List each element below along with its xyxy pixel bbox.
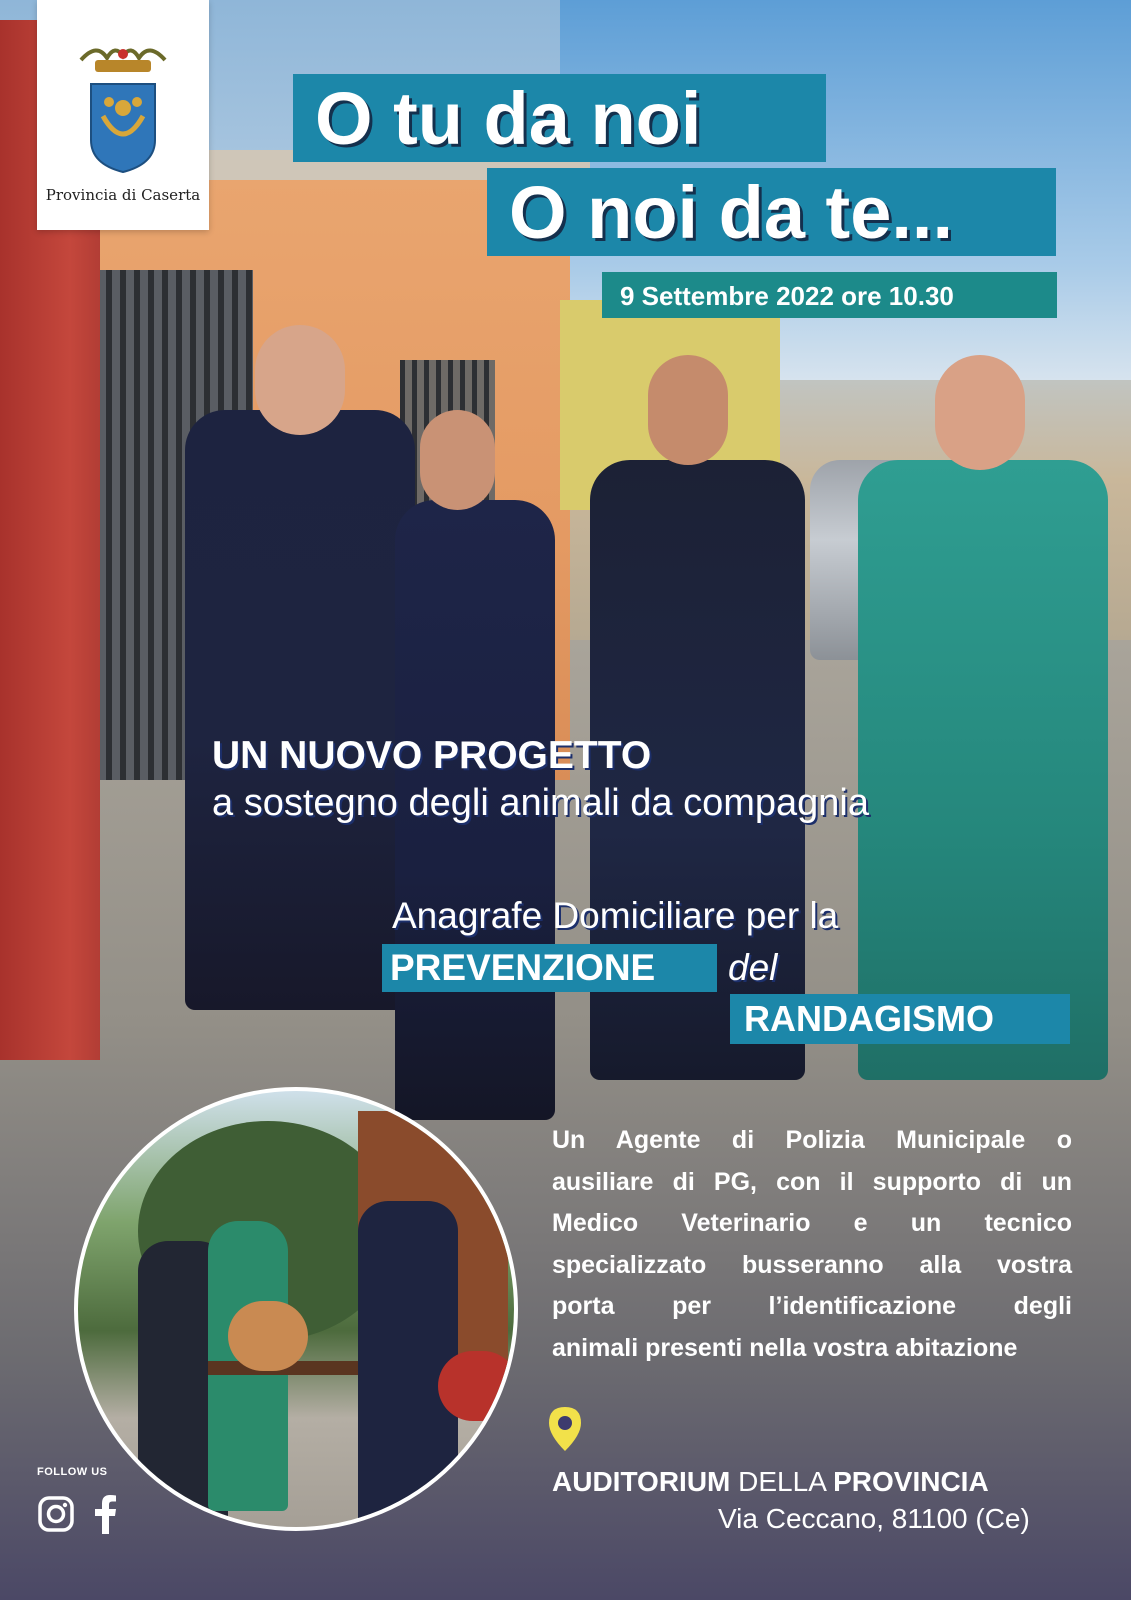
title-line1: O tu da noi: [315, 77, 702, 160]
photo-person-policewoman-head: [420, 410, 495, 510]
photo-person-veterinarian-head: [935, 355, 1025, 470]
title-line2: O noi da te...: [509, 171, 954, 254]
description-line: specializzato busseranno alla vostra: [552, 1250, 1072, 1279]
title-line1-box: [293, 74, 826, 162]
description-line: ausiliare di PG, con il supporto di un: [552, 1167, 1072, 1196]
description-line: Medico Veterinario e un tecnico: [552, 1209, 1072, 1237]
event-date: 9 Settembre 2022 ore 10.30: [620, 281, 954, 311]
description-line: Un Agente di Polizia Municipale o: [552, 1126, 1072, 1154]
venue-address: Via Ceccano, 81100 (Ce): [718, 1503, 1030, 1534]
description-line: porta per l’identificazione degli: [552, 1292, 1072, 1320]
coat-of-arms-icon: [89, 82, 157, 174]
venue-della: DELLA: [730, 1466, 834, 1497]
venue-provincia: PROVINCIA: [833, 1466, 989, 1497]
title-line2-box: [487, 168, 1056, 256]
venue-auditorium: AUDITORIUM: [552, 1466, 731, 1497]
inset-dog: [228, 1301, 308, 1371]
photo-person-officer: [185, 410, 415, 1010]
instagram-icon[interactable]: [38, 1496, 74, 1532]
prevenzione-box: [382, 944, 717, 992]
photo-person-officer-head: [255, 325, 345, 435]
inset-photo: [74, 1087, 518, 1531]
logo-caption: Provincia di Caserta: [45, 186, 201, 204]
location-pin-icon: [545, 1405, 585, 1453]
campaign-randagismo: RANDAGISMO: [744, 998, 994, 1039]
description-line: animali presenti nella vostra abitazione: [552, 1333, 1018, 1362]
description: [552, 1120, 1072, 1369]
randagismo-box: [730, 994, 1070, 1044]
campaign-del: del: [728, 947, 778, 988]
inset-flowers: [438, 1351, 518, 1421]
photo-person-veterinarian: [858, 460, 1108, 1080]
facebook-icon[interactable]: [92, 1494, 118, 1534]
province-logo: [37, 0, 209, 230]
crown-icon: [77, 38, 169, 78]
project-heading: UN NUOVO PROGETTO: [212, 734, 652, 777]
follow-us-label: FOLLOW US: [37, 1466, 108, 1478]
photo-person-technician-head: [648, 355, 728, 465]
campaign-line1: Anagrafe Domiciliare per la: [392, 895, 839, 936]
venue-name: [552, 1466, 989, 1498]
project-subheading: a sostegno degli animali da compagnia: [212, 782, 869, 824]
campaign-prevenzione: PREVENZIONE: [390, 947, 656, 988]
date-box: [602, 272, 1057, 318]
